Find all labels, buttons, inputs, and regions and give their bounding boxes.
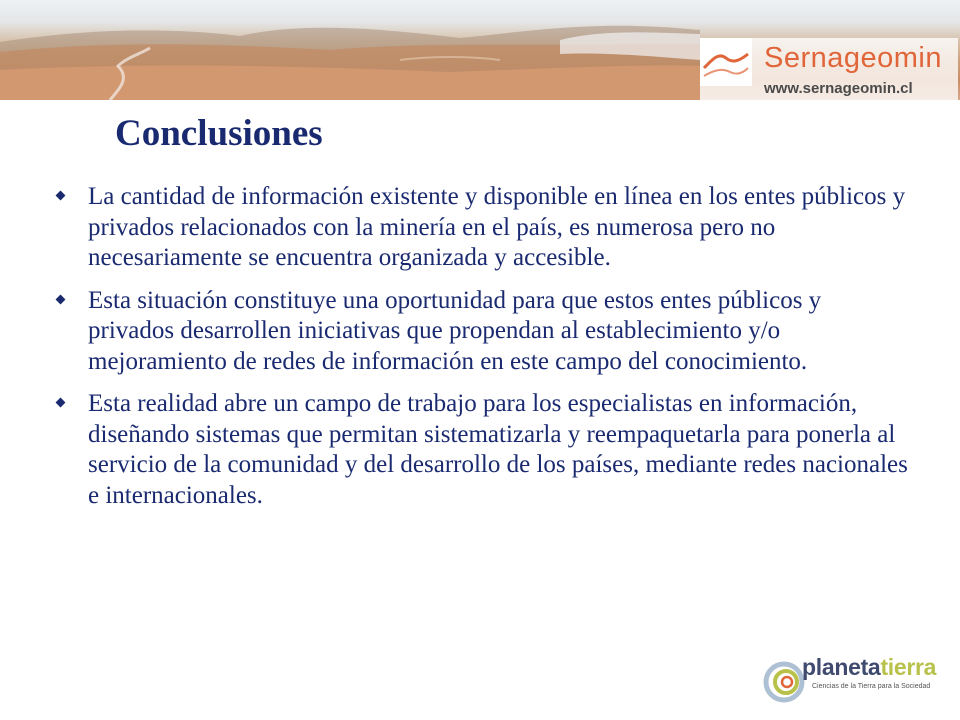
bullet-item: [48, 286, 908, 378]
header-banner: [0, 0, 960, 100]
slide-title: Conclusiones: [115, 113, 323, 154]
planet-circles-icon: [762, 652, 806, 712]
diamond-bullet-icon: [56, 398, 66, 408]
bullet-text: Esta situación constituye una oportunidad para que estos entes públicos y privados desarrollen iniciativas que propendan al establecimiento y/o mejoramiento de redes de información en este campo del conocimiento.: [88, 286, 822, 375]
planetatierra-wordmark: [802, 654, 936, 681]
bullet-text: Esta realidad abre un campo de trabajo para los especialistas en información, diseñando sistemas que permitan sistematizarla y reempaquetarla para ponerla al servicio de la comunidad y del desarrollo de los países, mediante redes nacionales e internacionales.: [88, 390, 908, 509]
wordmark-part-planeta: planeta: [802, 654, 881, 680]
bullet-item: [48, 389, 908, 511]
sernageomin-logo[interactable]: [700, 38, 958, 100]
bullet-item: [48, 182, 908, 274]
sernageomin-mountain-icon: [700, 38, 752, 86]
diamond-bullet-icon: [56, 191, 66, 201]
logo-name: Sernageomin: [764, 42, 942, 74]
diamond-bullet-icon: [56, 294, 66, 304]
bullet-text: La cantidad de información existente y disponible en línea en los entes públicos y privados relacionados con la minería en el país, es numerosa pero no necesariamente se encuentra organizada y accesible.: [88, 183, 906, 271]
planetatierra-logo: [760, 648, 960, 720]
bullet-list: [48, 182, 908, 523]
logo-url[interactable]: www.sernageomin.cl: [764, 80, 913, 97]
planetatierra-tagline: Ciencias de la Tierra para la Sociedad: [812, 683, 931, 690]
wordmark-part-tierra: tierra: [880, 654, 937, 680]
